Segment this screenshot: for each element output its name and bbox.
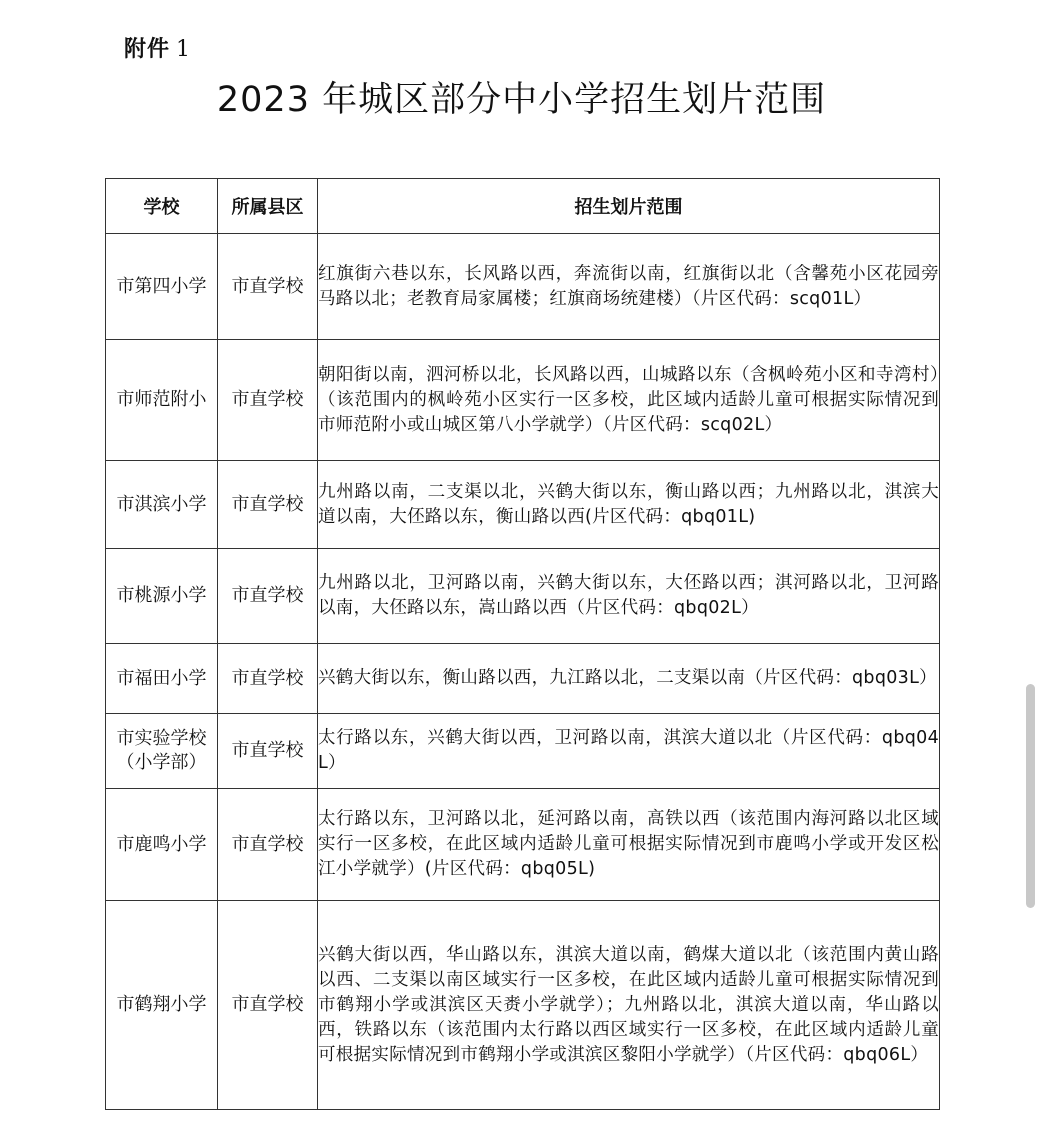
school-cell: 市第四小学 [106,234,218,340]
table-row [106,714,940,789]
district-cell: 市直学校 [218,340,318,461]
range-cell: 九州路以南，二支渠以北，兴鹤大街以东，衡山路以西；九州路以北，淇滨大道以南，大伾路以东，衡山路以西(片区代码：qbq01L) [318,461,940,549]
range-cell: 九州路以北，卫河路以南，兴鹤大街以东，大伾路以西；淇河路以北，卫河路以南，大伾路以东，嵩山路以西（片区代码：qbq02L） [318,549,940,644]
table-header-row [106,179,940,234]
district-cell: 市直学校 [218,714,318,789]
school-cell: 市桃源小学 [106,549,218,644]
vertical-scrollbar[interactable] [1026,684,1035,908]
table-row [106,789,940,901]
range-cell: 朝阳街以南，泗河桥以北，长风路以西，山城路以东（含枫岭苑小区和寺湾村）（该范围内的枫岭苑小区实行一区多校，此区域内适龄儿童可根据实际情况到市师范附小或山城区第八小学就学）（片区代码：scq02L） [318,340,940,461]
table-row [106,340,940,461]
table-row [106,461,940,549]
district-cell: 市直学校 [218,644,318,714]
district-cell: 市直学校 [218,901,318,1110]
school-cell: 市师范附小 [106,340,218,461]
column-header-range: 招生划片范围 [318,179,940,234]
table-row [106,234,940,340]
column-header-school: 学校 [106,179,218,234]
attachment-label-text: 附件 [124,37,171,62]
school-cell: 市福田小学 [106,644,218,714]
page-title: 2023 年城区部分中小学招生划片范围 [216,80,827,120]
table-row [106,901,940,1110]
district-cell: 市直学校 [218,549,318,644]
range-cell: 兴鹤大街以东，衡山路以西，九江路以北，二支渠以南（片区代码：qbq03L） [318,644,940,714]
district-cell: 市直学校 [218,789,318,901]
attachment-number: 1 [176,37,192,62]
range-cell: 红旗街六巷以东，长风路以西，奔流街以南，红旗街以北（含馨苑小区花园旁马路以北；老教育局家属楼；红旗商场统建楼）（片区代码：scq01L） [318,234,940,340]
school-cell: 市实验学校（小学部） [106,714,218,789]
school-cell: 市淇滨小学 [106,461,218,549]
range-cell: 太行路以东，兴鹤大街以西，卫河路以南，淇滨大道以北（片区代码：qbq04L） [318,714,940,789]
attachment-label [124,32,191,63]
district-cell: 市直学校 [218,234,318,340]
range-cell: 兴鹤大街以西，华山路以东，淇滨大道以南，鹤煤大道以北（该范围内黄山路以西、二支渠以南区域实行一区多校，在此区域内适龄儿童可根据实际情况到市鹤翔小学或淇滨区天赉小学就学）；九州路以北，淇滨大道以南，华山路以西，铁路以东（该范围内太行路以西区域实行一区多校，在此区域内适龄儿童可根据实际情况到市鹤翔小学或淇滨区黎阳小学就学）（片区代码：qbq06L） [318,901,940,1110]
table-row [106,644,940,714]
column-header-district: 所属县区 [218,179,318,234]
school-cell: 市鹤翔小学 [106,901,218,1110]
table-row [106,549,940,644]
range-cell: 太行路以东，卫河路以北，延河路以南，高铁以西（该范围内海河路以北区域实行一区多校，在此区域内适龄儿童可根据实际情况到市鹿鸣小学或开发区松江小学就学）(片区代码：qbq05L) [318,789,940,901]
district-cell: 市直学校 [218,461,318,549]
enrollment-zone-table [105,178,940,1110]
school-cell: 市鹿鸣小学 [106,789,218,901]
